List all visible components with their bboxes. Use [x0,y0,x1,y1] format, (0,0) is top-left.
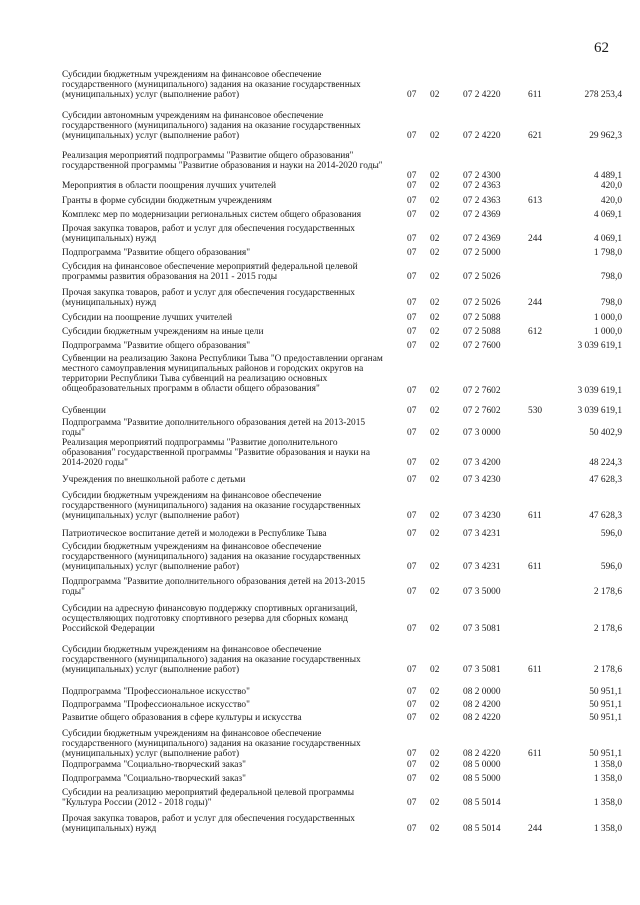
table-row [0,475,640,485]
table-row [0,774,640,784]
table-row [0,729,640,759]
row-vr: 244 [528,298,543,308]
row-pr: 02 [430,406,440,416]
row-pr: 02 [430,196,440,206]
row-cs: 07 2 4369 [463,210,501,220]
row-description: Субсидии бюджетным учреждениям на финансовое обеспечение государственного (муниципального) задания на оказание государственных (муниципальных) услуг (выполнение работ) [62,70,361,100]
table-row [0,406,640,416]
row-rz: 07 [407,406,417,416]
row-cs: 07 2 4363 [463,181,501,191]
row-pr: 02 [430,749,440,759]
row-vr: 244 [528,234,543,244]
row-pr: 02 [430,798,440,808]
page-number: 62 [594,40,609,56]
row-rz: 07 [407,341,417,351]
table-row [0,577,640,597]
row-cs: 07 3 4231 [463,529,501,539]
row-pr: 02 [430,272,440,282]
row-pr: 02 [430,313,440,323]
row-rz: 07 [407,298,417,308]
row-vr: 611 [528,665,542,675]
row-cs: 07 3 4230 [463,511,501,521]
row-cs: 07 2 7602 [463,386,501,396]
row-sum: 3 039 619,1 [577,406,622,416]
row-description: Подпрограмма "Развитие общего образования" [62,341,251,351]
row-pr: 02 [430,298,440,308]
row-sum: 1 000,0 [593,327,622,337]
table-row [0,700,640,710]
table-row [0,327,640,337]
row-description: Мероприятия в области поощрения лучших учителей [62,181,277,191]
table-row [0,288,640,308]
row-description: Субвенции на реализацию Закона Республики Тыва "О предоставлении органам местного самоуправления муниципальных районов и городских округов на территории Республики Тыва субвенций на реализацию основных общеобразовательных программ в области общего образования" [62,354,383,394]
row-cs: 07 2 7602 [463,406,501,416]
row-sum: 1 000,0 [593,313,622,323]
row-rz: 07 [407,713,417,723]
row-pr: 02 [430,327,440,337]
row-rz: 07 [407,234,417,244]
row-sum: 1 358,0 [593,824,622,834]
row-sum: 29 962,3 [589,131,622,141]
row-pr: 02 [430,624,440,634]
row-sum: 1 358,0 [593,774,622,784]
row-pr: 02 [430,687,440,697]
row-sum: 4 489,1 [593,171,622,181]
table-row [0,645,640,675]
row-rz: 07 [407,624,417,634]
row-description: Прочая закупка товаров, работ и услуг для обеспечения государственных (муниципальных) нужд [62,814,355,834]
table-row [0,354,640,396]
row-rz: 07 [407,210,417,220]
row-vr: 621 [528,131,543,141]
row-vr: 530 [528,406,543,416]
row-cs: 08 2 4200 [463,700,501,710]
row-description: Развитие общего образования в сфере культуры и искусства [62,713,302,723]
row-rz: 07 [407,774,417,784]
row-pr: 02 [430,562,440,572]
row-cs: 07 2 4363 [463,196,501,206]
row-description: Субсидии бюджетным учреждениям на финансовое обеспечение государственного (муниципального) задания на оказание государственных (муниципальных) услуг (выполнение работ) [62,729,361,759]
row-cs: 08 5 5000 [463,774,501,784]
row-cs: 08 2 4220 [463,713,501,723]
table-row [0,224,640,244]
row-rz: 07 [407,587,417,597]
row-pr: 02 [430,774,440,784]
row-rz: 07 [407,181,417,191]
table-row [0,788,640,808]
row-description: Субсидии на адресную финансовую поддержку спортивных организаций, осуществляющих подготовку спортивного резерва для сборных команд Российской Федерации [62,604,358,634]
row-description: Патриотическое воспитание детей и молодежи в Республике Тыва [62,529,327,539]
row-description: Субвенции [62,406,106,416]
row-rz: 07 [407,798,417,808]
row-description: Подпрограмма "Развитие общего образования" [62,248,251,258]
row-sum: 2 178,6 [593,587,622,597]
row-pr: 02 [430,760,440,770]
row-cs: 07 2 4220 [463,131,501,141]
row-rz: 07 [407,196,417,206]
row-rz: 07 [407,562,417,572]
row-description: Субсидии на реализацию мероприятий федеральной целевой программы "Культура России (2012 - 2018 годы)" [62,788,354,808]
row-sum: 278 253,4 [584,90,622,100]
row-sum: 4 069,1 [593,234,622,244]
row-pr: 02 [430,234,440,244]
row-pr: 02 [430,665,440,675]
row-rz: 07 [407,171,417,181]
row-cs: 07 2 4300 [463,171,501,181]
table-row [0,111,640,141]
row-sum: 50 951,1 [589,713,622,723]
row-cs: 08 5 5014 [463,824,501,834]
row-sum: 798,0 [600,298,622,308]
row-pr: 02 [430,587,440,597]
row-pr: 02 [430,428,440,438]
row-pr: 02 [430,210,440,220]
table-row [0,438,640,468]
row-pr: 02 [430,90,440,100]
row-rz: 07 [407,665,417,675]
row-vr: 611 [528,562,542,572]
table-row [0,196,640,206]
row-sum: 798,0 [600,272,622,282]
row-rz: 07 [407,824,417,834]
row-rz: 07 [407,458,417,468]
row-description: Подпрограмма "Социально-творческий заказ" [62,774,246,784]
row-cs: 07 3 4200 [463,458,501,468]
row-sum: 47 628,3 [589,511,622,521]
row-vr: 613 [528,196,543,206]
row-description: Реализация мероприятий подпрограммы "Развитие общего образования" государственной программы "Развитие образования и науки на 2014-2020 годы" [62,151,383,171]
row-rz: 07 [407,327,417,337]
row-cs: 07 3 4230 [463,475,501,485]
row-rz: 07 [407,529,417,539]
row-cs: 07 2 5088 [463,327,501,337]
row-description: Реализация мероприятий подпрограммы "Развитие дополнительного образования" государственной программы "Развитие образования и науки на 2014-2020 годы" [62,438,370,468]
row-rz: 07 [407,687,417,697]
row-description: Подпрограмма "Профессиональное искусство" [62,687,250,697]
row-sum: 3 039 619,1 [577,386,622,396]
row-description: Субсидии бюджетным учреждениям на финансовое обеспечение государственного (муниципального) задания на оказание государственных (муниципальных) услуг (выполнение работ) [62,542,361,572]
row-cs: 07 3 4231 [463,562,501,572]
row-cs: 08 2 4220 [463,749,501,759]
row-sum: 420,0 [600,196,622,206]
row-sum: 1 358,0 [593,798,622,808]
table-row [0,418,640,438]
row-description: Комплекс мер по модернизации региональных систем общего образования [62,210,362,220]
row-cs: 07 2 5026 [463,298,501,308]
row-sum: 50 951,1 [589,700,622,710]
table-row [0,151,640,181]
row-cs: 07 3 5081 [463,665,501,675]
table-row [0,313,640,323]
row-description: Субсидия на финансовое обеспечение мероприятий федеральной целевой программы развития образования на 2011 - 2015 годы [62,262,358,282]
row-vr: 611 [528,90,542,100]
row-cs: 08 5 0000 [463,760,501,770]
row-sum: 3 039 619,1 [577,341,622,351]
row-description: Учреждения по внешкольной работе с детьми [62,475,246,485]
row-vr: 611 [528,749,542,759]
row-rz: 07 [407,131,417,141]
row-description: Субсидии бюджетным учреждениям на финансовое обеспечение государственного (муниципального) задания на оказание государственных (муниципальных) услуг (выполнение работ) [62,645,361,675]
table-row [0,210,640,220]
row-sum: 47 628,3 [589,475,622,485]
row-cs: 07 2 4220 [463,90,501,100]
row-rz: 07 [407,475,417,485]
row-pr: 02 [430,341,440,351]
row-description: Субсидии бюджетным учреждениям на иные цели [62,327,264,337]
row-pr: 02 [430,700,440,710]
row-vr: 611 [528,511,542,521]
row-rz: 07 [407,90,417,100]
row-rz: 07 [407,386,417,396]
row-rz: 07 [407,313,417,323]
row-description: Субсидии автономным учреждениям на финансовое обеспечение государственного (муниципального) задания на оказание государственных (муниципальных) услуг (выполнение работ) [62,111,361,141]
row-pr: 02 [430,458,440,468]
row-rz: 07 [407,272,417,282]
table-row [0,542,640,572]
row-sum: 596,0 [600,529,622,539]
row-sum: 596,0 [600,562,622,572]
row-description: Субсидии на поощрение лучших учителей [62,313,233,323]
row-description: Субсидии бюджетным учреждениям на финансовое обеспечение государственного (муниципального) задания на оказание государственных (муниципальных) услуг (выполнение работ) [62,491,361,521]
table-row [0,491,640,521]
row-sum: 4 069,1 [593,210,622,220]
row-cs: 07 3 0000 [463,428,501,438]
row-rz: 07 [407,511,417,521]
row-cs: 07 2 7600 [463,341,501,351]
table-row [0,529,640,539]
row-description: Прочая закупка товаров, работ и услуг для обеспечения государственных (муниципальных) нужд [62,224,355,244]
row-pr: 02 [430,511,440,521]
row-sum: 1 798,0 [593,248,622,258]
row-description: Подпрограмма "Профессиональное искусство" [62,700,250,710]
row-sum: 50 951,1 [589,749,622,759]
row-description: Подпрограмма "Развитие дополнительного образования детей на 2013-2015 годы" [62,418,366,438]
row-cs: 07 3 5081 [463,624,501,634]
row-vr: 244 [528,824,543,834]
row-sum: 50 951,1 [589,687,622,697]
row-pr: 02 [430,713,440,723]
row-sum: 2 178,6 [593,624,622,634]
row-pr: 02 [430,386,440,396]
row-sum: 1 358,0 [593,760,622,770]
row-description: Прочая закупка товаров, работ и услуг для обеспечения государственных (муниципальных) нужд [62,288,355,308]
table-row [0,262,640,282]
row-pr: 02 [430,131,440,141]
row-description: Подпрограмма "Развитие дополнительного образования детей на 2013-2015 годы" [62,577,366,597]
row-cs: 08 5 5014 [463,798,501,808]
table-row [0,760,640,770]
table-row [0,687,640,697]
row-rz: 07 [407,248,417,258]
row-vr: 612 [528,327,543,337]
table-row [0,341,640,351]
table-row [0,181,640,191]
table-row [0,248,640,258]
row-pr: 02 [430,171,440,181]
row-cs: 07 2 4369 [463,234,501,244]
row-rz: 07 [407,428,417,438]
row-pr: 02 [430,529,440,539]
table-row [0,604,640,634]
table-row [0,70,640,100]
row-rz: 07 [407,749,417,759]
row-cs: 08 2 0000 [463,687,501,697]
row-pr: 02 [430,181,440,191]
row-rz: 07 [407,760,417,770]
row-cs: 07 2 5088 [463,313,501,323]
table-row [0,814,640,834]
row-cs: 07 2 5026 [463,272,501,282]
row-sum: 420,0 [600,181,622,191]
table-row [0,713,640,723]
row-pr: 02 [430,248,440,258]
row-sum: 50 402,9 [589,428,622,438]
row-rz: 07 [407,700,417,710]
row-pr: 02 [430,824,440,834]
row-cs: 07 3 5000 [463,587,501,597]
row-sum: 2 178,6 [593,665,622,675]
row-cs: 07 2 5000 [463,248,501,258]
row-description: Подпрограмма "Социально-творческий заказ" [62,760,246,770]
row-sum: 48 224,3 [589,458,622,468]
row-description: Гранты в форме субсидии бюджетным учреждениям [62,196,272,206]
row-pr: 02 [430,475,440,485]
